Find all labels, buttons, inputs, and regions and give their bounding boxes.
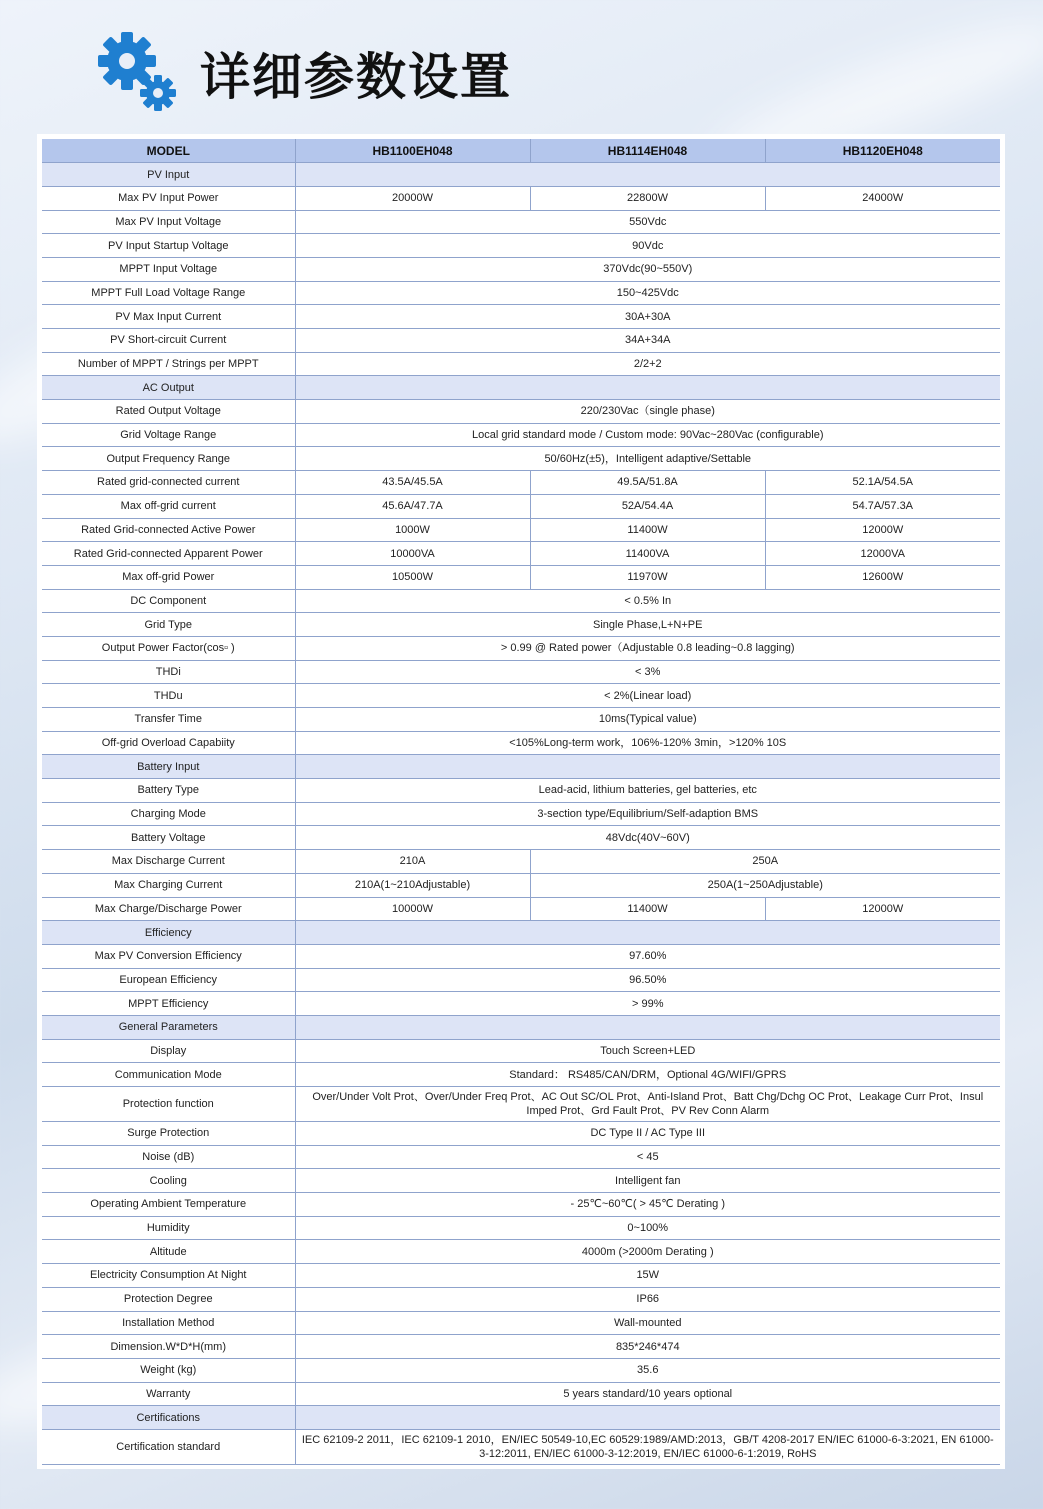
table-row — [42, 897, 1000, 921]
table-row — [42, 731, 1000, 755]
param-label: Altitude — [42, 1240, 295, 1264]
param-value: Wall-mounted — [295, 1311, 1000, 1335]
param-label: Charging Mode — [42, 802, 295, 826]
table-row — [42, 1169, 1000, 1193]
param-value: > 0.99 @ Rated power（Adjustable 0.8 leading~0.8 lagging) — [295, 636, 1000, 660]
param-label: Max off-grid current — [42, 494, 295, 518]
spec-table-body — [42, 163, 1000, 1465]
param-value: <105%Long-term work，106%-120% 3min，>120% 10S — [295, 731, 1000, 755]
param-value: Intelligent fan — [295, 1169, 1000, 1193]
gear-icon — [95, 31, 180, 116]
param-value: 220/230Vac（single phase) — [295, 400, 1000, 424]
param-value: 150~425Vdc — [295, 281, 1000, 305]
param-label: Installation Method — [42, 1311, 295, 1335]
param-label: PV Max Input Current — [42, 305, 295, 329]
param-label: Operating Ambient Temperature — [42, 1193, 295, 1217]
param-value: - 25℃~60℃( > 45℃ Derating ) — [295, 1193, 1000, 1217]
header-model-2: HB1114EH048 — [530, 139, 765, 163]
param-value: 12000W — [765, 897, 1000, 921]
table-row — [42, 186, 1000, 210]
table-row — [42, 1122, 1000, 1146]
param-label: Max off-grid Power — [42, 565, 295, 589]
param-label: Output Power Factor(cos▫ ) — [42, 636, 295, 660]
param-label: Max Charge/Discharge Power — [42, 897, 295, 921]
param-value: 10500W — [295, 565, 530, 589]
param-value: 1000W — [295, 518, 530, 542]
param-value: 52A/54.4A — [530, 494, 765, 518]
param-label: Off-grid Overload Capabiity — [42, 731, 295, 755]
param-value: 30A+30A — [295, 305, 1000, 329]
table-row — [42, 1063, 1000, 1087]
param-label: Battery Voltage — [42, 826, 295, 850]
section-row — [42, 755, 1000, 779]
param-value: 35.6 — [295, 1358, 1000, 1382]
table-row — [42, 1039, 1000, 1063]
page-header — [95, 28, 512, 118]
param-label: THDu — [42, 684, 295, 708]
param-value: 54.7A/57.3A — [765, 494, 1000, 518]
param-label: Max PV Input Power — [42, 186, 295, 210]
param-label: THDi — [42, 660, 295, 684]
table-row — [42, 1193, 1000, 1217]
param-value: 15W — [295, 1264, 1000, 1288]
param-label: Grid Type — [42, 613, 295, 637]
header-model-1: HB1100EH048 — [295, 139, 530, 163]
param-label: Rated Grid-connected Active Power — [42, 518, 295, 542]
header-model-3: HB1120EH048 — [765, 139, 1000, 163]
section-fill — [295, 755, 1000, 779]
param-label: Surge Protection — [42, 1122, 295, 1146]
section-label: PV Input — [42, 163, 295, 187]
param-value: 210A(1~210Adjustable) — [295, 873, 530, 897]
table-row — [42, 589, 1000, 613]
table-row — [42, 494, 1000, 518]
param-label: Rated Output Voltage — [42, 400, 295, 424]
param-value: 49.5A/51.8A — [530, 471, 765, 495]
param-label: Battery Type — [42, 779, 295, 803]
table-row — [42, 210, 1000, 234]
section-row — [42, 1406, 1000, 1430]
section-label: Certifications — [42, 1406, 295, 1430]
param-value: DC Type II / AC Type III — [295, 1122, 1000, 1146]
param-value: 48Vdc(40V~60V) — [295, 826, 1000, 850]
param-label: Max Discharge Current — [42, 850, 295, 874]
section-fill — [295, 376, 1000, 400]
table-row — [42, 779, 1000, 803]
param-label: MPPT Input Voltage — [42, 257, 295, 281]
param-value: Single Phase,L+N+PE — [295, 613, 1000, 637]
section-fill — [295, 1015, 1000, 1039]
param-value: 43.5A/45.5A — [295, 471, 530, 495]
table-row — [42, 968, 1000, 992]
table-row — [42, 352, 1000, 376]
param-label: DC Component — [42, 589, 295, 613]
param-value: 210A — [295, 850, 530, 874]
table-row — [42, 1145, 1000, 1169]
param-value: Touch Screen+LED — [295, 1039, 1000, 1063]
param-value: 250A — [530, 850, 1000, 874]
table-row — [42, 1311, 1000, 1335]
table-row — [42, 708, 1000, 732]
param-value: 50/60Hz(±5)，Intelligent adaptive/Settable — [295, 447, 1000, 471]
param-value: 12000VA — [765, 542, 1000, 566]
param-value: 97.60% — [295, 944, 1000, 968]
param-value: 10000W — [295, 897, 530, 921]
param-value: 2/2+2 — [295, 352, 1000, 376]
table-row — [42, 423, 1000, 447]
param-value: 3-section type/Equilibrium/Self-adaption BMS — [295, 802, 1000, 826]
table-row — [42, 660, 1000, 684]
param-value: 11400W — [530, 518, 765, 542]
section-fill — [295, 921, 1000, 945]
section-label: Efficiency — [42, 921, 295, 945]
param-label: Noise (dB) — [42, 1145, 295, 1169]
param-value: 11400VA — [530, 542, 765, 566]
param-value: 11400W — [530, 897, 765, 921]
table-row — [42, 542, 1000, 566]
table-row — [42, 1358, 1000, 1382]
param-label: PV Short-circuit Current — [42, 329, 295, 353]
table-row — [42, 613, 1000, 637]
param-value: 835*246*474 — [295, 1335, 1000, 1359]
param-label: Max PV Conversion Efficiency — [42, 944, 295, 968]
table-row — [42, 826, 1000, 850]
table-row — [42, 329, 1000, 353]
param-label: Transfer Time — [42, 708, 295, 732]
page-title: 详细参数设置 — [200, 48, 512, 106]
table-row — [42, 565, 1000, 589]
param-value: < 45 — [295, 1145, 1000, 1169]
section-fill — [295, 163, 1000, 187]
param-value: Over/Under Volt Prot、Over/Under Freq Prot、AC Out SC/OL Prot、Anti-Island Prot、Batt Chg/Dchg OC Prot、Leakage Curr Prot、Insul Imped Prot、Grd Fault Prot、PV Rev Conn Alarm — [295, 1087, 1000, 1122]
param-label: Cooling — [42, 1169, 295, 1193]
table-row — [42, 944, 1000, 968]
spec-table-card — [37, 134, 1005, 1469]
param-label: Certification standard — [42, 1429, 295, 1464]
table-row — [42, 636, 1000, 660]
param-value: IEC 62109-2 2011，IEC 62109-1 2010，EN/IEC 50549-10,EC 60529:1989/AMD:2013，GB/T 4208-2017 EN/IEC 61000-6-3:2021, EN 61000-3-12:2011, EN/IEC 61000-3-12:2019, EN/IEC 61000-6-1:2019, RoHS — [295, 1429, 1000, 1464]
table-row — [42, 850, 1000, 874]
section-row — [42, 163, 1000, 187]
param-value: 90Vdc — [295, 234, 1000, 258]
param-value: < 2%(Linear load) — [295, 684, 1000, 708]
header-model: MODEL — [42, 139, 295, 163]
table-header-row — [42, 139, 1000, 163]
param-value: Lead-acid, lithium batteries, gel batteries, etc — [295, 779, 1000, 803]
param-label: Max Charging Current — [42, 873, 295, 897]
param-value: 45.6A/47.7A — [295, 494, 530, 518]
param-value: 34A+34A — [295, 329, 1000, 353]
param-value: 96.50% — [295, 968, 1000, 992]
param-value: 10000VA — [295, 542, 530, 566]
param-value: 550Vdc — [295, 210, 1000, 234]
param-label: Output Frequency Range — [42, 447, 295, 471]
param-value: 12600W — [765, 565, 1000, 589]
param-label: Protection Degree — [42, 1287, 295, 1311]
param-label: Number of MPPT / Strings per MPPT — [42, 352, 295, 376]
param-label: Weight (kg) — [42, 1358, 295, 1382]
table-row — [42, 1382, 1000, 1406]
table-row — [42, 471, 1000, 495]
param-value: 12000W — [765, 518, 1000, 542]
table-row — [42, 518, 1000, 542]
table-row — [42, 400, 1000, 424]
table-row — [42, 1216, 1000, 1240]
param-value: < 0.5% In — [295, 589, 1000, 613]
param-value: 24000W — [765, 186, 1000, 210]
param-label: Warranty — [42, 1382, 295, 1406]
section-row — [42, 921, 1000, 945]
param-value: 10ms(Typical value) — [295, 708, 1000, 732]
param-value: 11970W — [530, 565, 765, 589]
param-value: 250A(1~250Adjustable) — [530, 873, 1000, 897]
section-label: AC Output — [42, 376, 295, 400]
table-row — [42, 447, 1000, 471]
section-label: Battery Input — [42, 755, 295, 779]
param-value: Standard： RS485/CAN/DRM，Optional 4G/WIFI/GPRS — [295, 1063, 1000, 1087]
table-row — [42, 1087, 1000, 1122]
param-label: Rated grid-connected current — [42, 471, 295, 495]
param-value: < 3% — [295, 660, 1000, 684]
param-label: Rated Grid-connected Apparent Power — [42, 542, 295, 566]
param-label: European Efficiency — [42, 968, 295, 992]
table-row — [42, 281, 1000, 305]
param-label: Max PV Input Voltage — [42, 210, 295, 234]
table-row — [42, 1335, 1000, 1359]
param-value: 4000m (>2000m Derating ) — [295, 1240, 1000, 1264]
param-value: 0~100% — [295, 1216, 1000, 1240]
table-row — [42, 1240, 1000, 1264]
param-label: MPPT Full Load Voltage Range — [42, 281, 295, 305]
table-row — [42, 1287, 1000, 1311]
param-label: Display — [42, 1039, 295, 1063]
param-label: Dimension.W*D*H(mm) — [42, 1335, 295, 1359]
table-row — [42, 305, 1000, 329]
table-row — [42, 802, 1000, 826]
table-row — [42, 234, 1000, 258]
param-value: 52.1A/54.5A — [765, 471, 1000, 495]
param-label: MPPT Efficiency — [42, 992, 295, 1016]
section-row — [42, 1015, 1000, 1039]
spec-table — [42, 139, 1000, 1465]
table-row — [42, 257, 1000, 281]
param-value: 20000W — [295, 186, 530, 210]
table-row — [42, 684, 1000, 708]
param-label: PV Input Startup Voltage — [42, 234, 295, 258]
param-value: 22800W — [530, 186, 765, 210]
section-label: General Parameters — [42, 1015, 295, 1039]
section-fill — [295, 1406, 1000, 1430]
param-value: Local grid standard mode / Custom mode: 90Vac~280Vac (configurable) — [295, 423, 1000, 447]
param-label: Protection function — [42, 1087, 295, 1122]
param-value: IP66 — [295, 1287, 1000, 1311]
table-row — [42, 1429, 1000, 1464]
param-label: Communication Mode — [42, 1063, 295, 1087]
param-label: Electricity Consumption At Night — [42, 1264, 295, 1288]
param-label: Grid Voltage Range — [42, 423, 295, 447]
section-row — [42, 376, 1000, 400]
table-row — [42, 992, 1000, 1016]
table-row — [42, 873, 1000, 897]
param-value: > 99% — [295, 992, 1000, 1016]
param-label: Humidity — [42, 1216, 295, 1240]
param-value: 370Vdc(90~550V) — [295, 257, 1000, 281]
table-row — [42, 1264, 1000, 1288]
param-value: 5 years standard/10 years optional — [295, 1382, 1000, 1406]
